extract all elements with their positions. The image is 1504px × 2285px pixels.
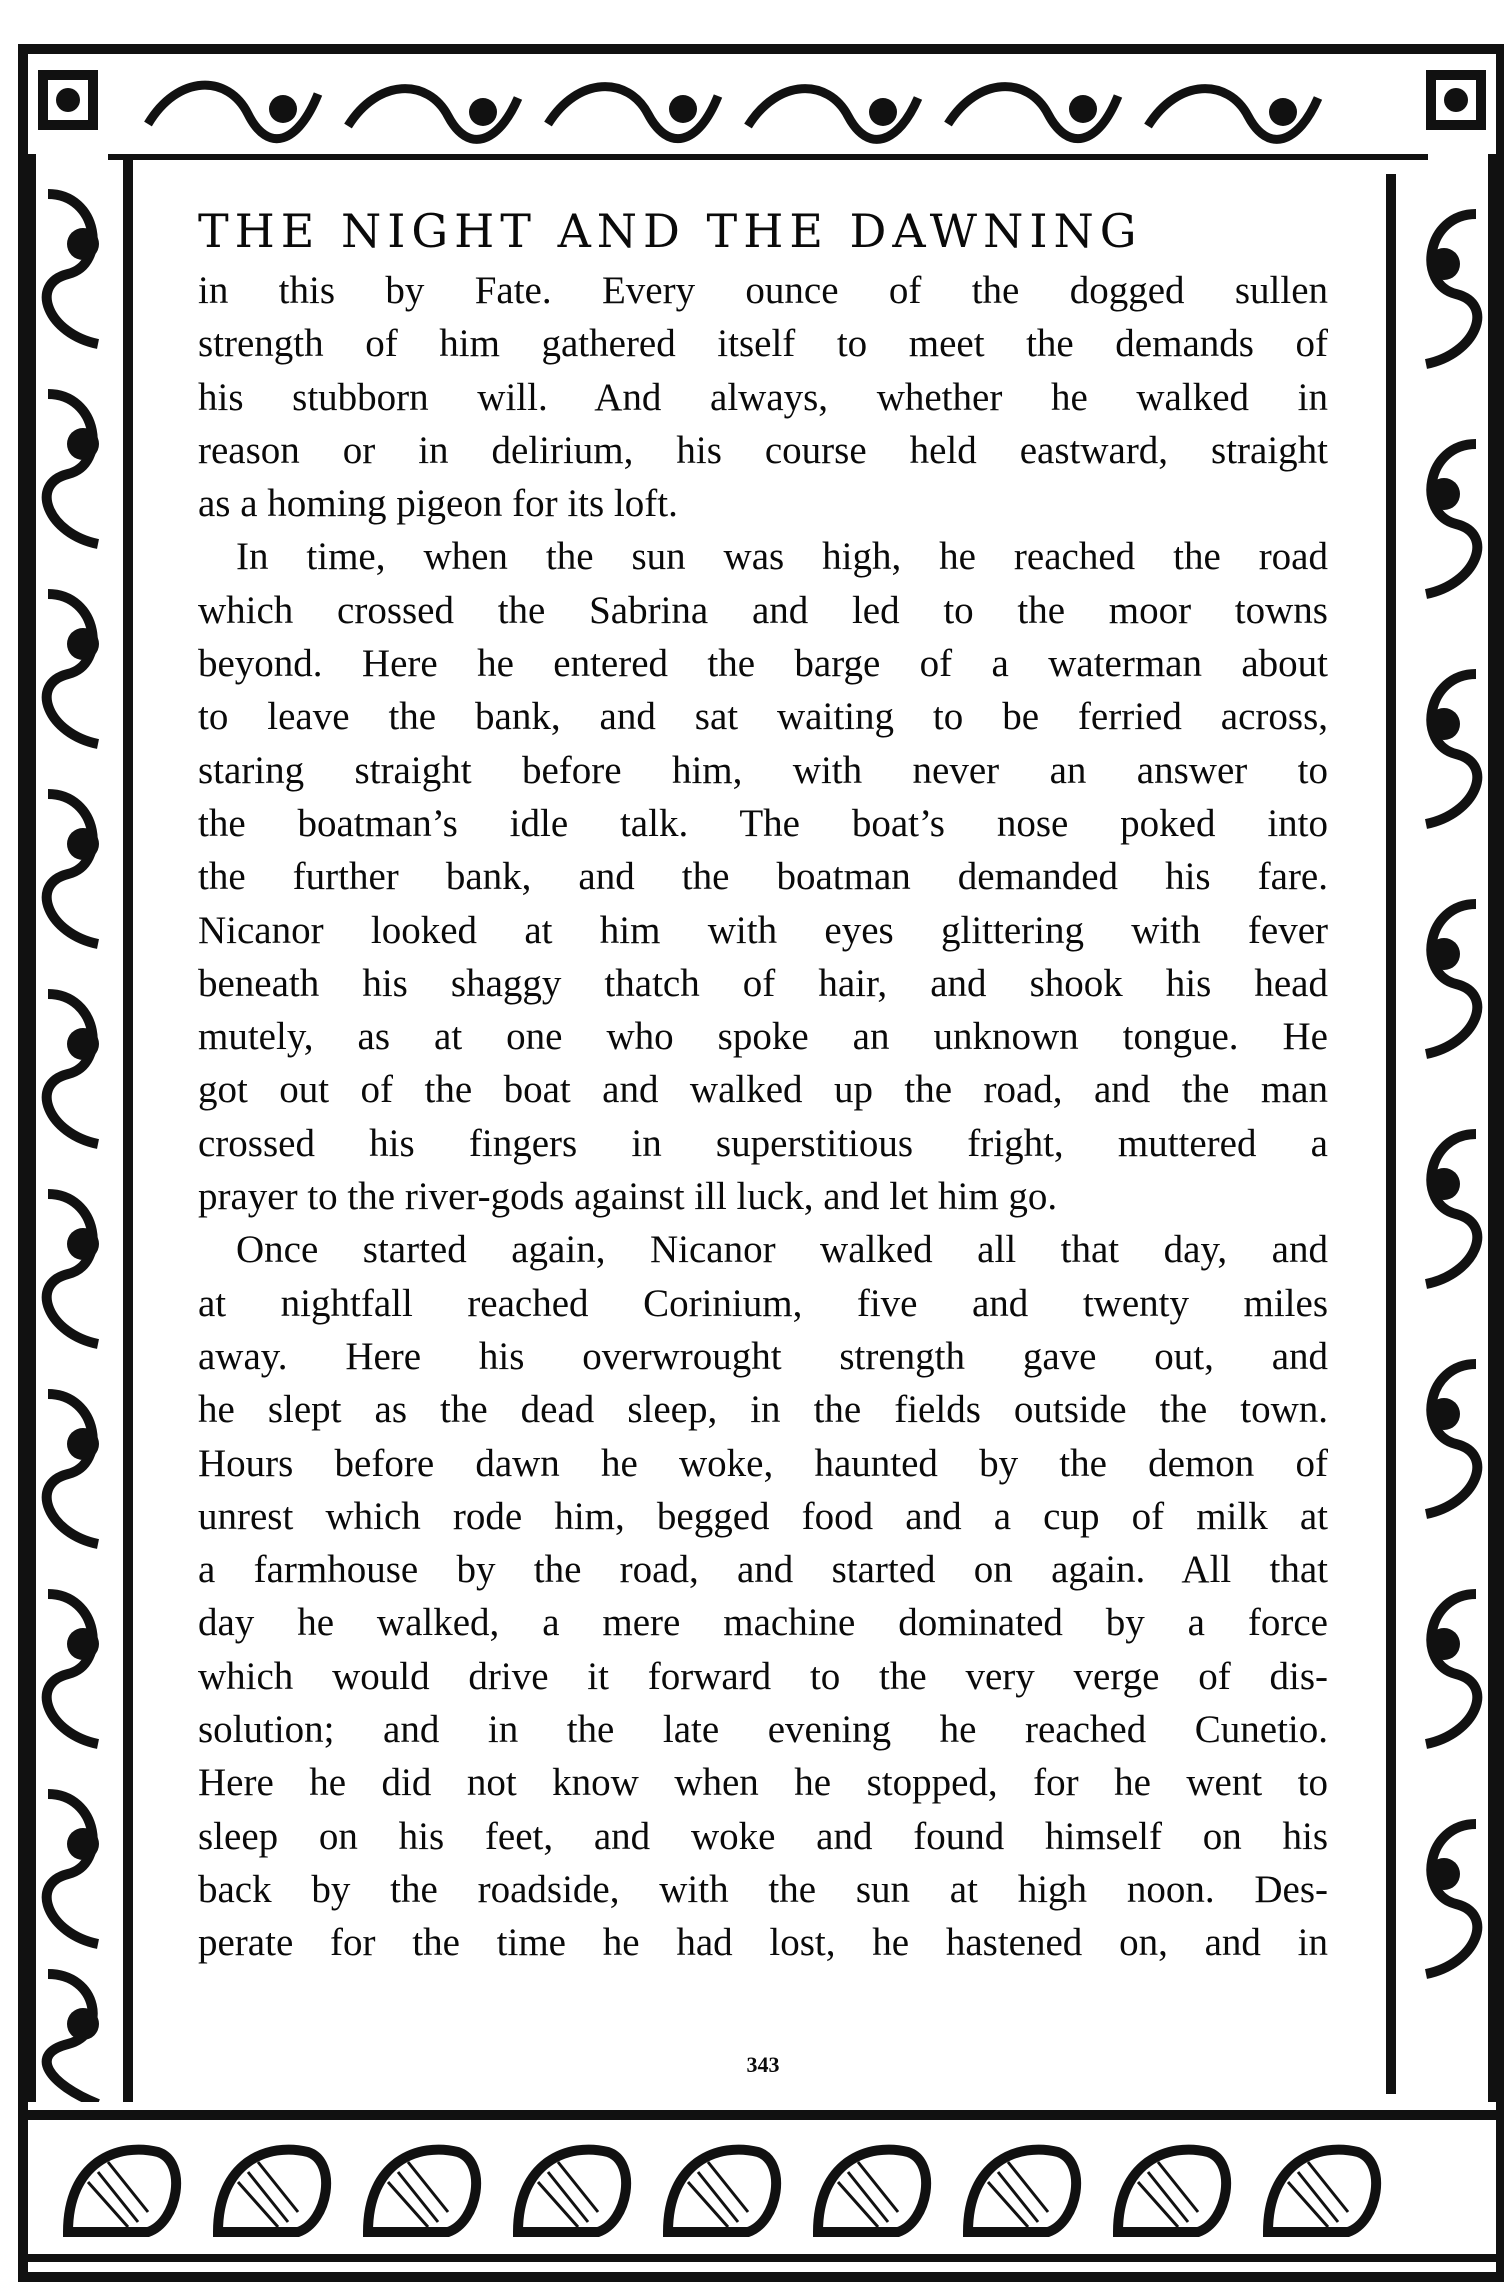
top-ornamental-border [28,54,1496,164]
text-line: his stubborn will. And always, whether he walked in [198,375,1328,419]
text-line: beyond. Here he entered the barge of a waterman about [198,642,1328,686]
paragraph-3 [198,1223,1328,1969]
text-line: In time, when the sun was high, he reached the road [236,535,1328,579]
text-line: crossed his fingers in superstitious fright, muttered a [198,1121,1328,1165]
text-line: in this by Fate. Every ounce of the dogged sullen [198,269,1328,312]
text-line: solution; and in the late evening he reached Cunetio. [198,1708,1328,1752]
right-ornamental-border [1376,154,1496,2114]
text-line: beneath his shaggy thatch of hair, and shook his head [198,961,1328,1005]
text-line: unrest which rode him, begged food and a cup of milk at [198,1494,1328,1538]
paragraph-1 [198,264,1328,530]
text-line: back by the roadside, with the sun at high noon. Des- [198,1867,1328,1911]
text-line: sleep on his feet, and woke and found himself on his [198,1814,1328,1858]
text-line: got out of the boat and walked up the road, and the man [198,1068,1328,1112]
text-line: strength of him gathered itself to meet the demands of [198,322,1328,366]
text-line: as a homing pigeon for its loft. [198,482,678,526]
text-line: Hours before dawn he woke, haunted by the demon of [198,1441,1328,1485]
text-line: Here he did not know when he stopped, for he went to [198,1761,1328,1805]
text-line: the further bank, and the boatman demanded his fare. [198,855,1328,899]
text-line: staring straight before him, with never an answer to [198,748,1328,792]
text-line: to leave the bank, and sat waiting to be ferried across, [198,695,1328,739]
text-line: at nightfall reached Corinium, five and twenty miles [198,1281,1328,1325]
text-line: perate for the time he had lost, he hastened on, and in [198,1921,1328,1965]
running-title: THE NIGHT AND THE DAWNING [198,204,1143,258]
text-line: Once started again, Nicanor walked all that day, and [236,1228,1328,1272]
bottom-ornamental-border [28,2102,1496,2272]
text-line: which crossed the Sabrina and led to the moor towns [198,588,1328,632]
text-line: a farmhouse by the road, and started on again. All that [198,1548,1328,1592]
text-line: mutely, as at one who spoke an unknown tongue. He [198,1015,1328,1059]
text-line: reason or in delirium, his course held eastward, straight [198,428,1328,472]
text-line: which would drive it forward to the very verge of dis- [198,1654,1328,1698]
text-line: day he walked, a mere machine dominated by a force [198,1601,1328,1645]
text-line: the boatman’s idle talk. The boat’s nose poked into [198,801,1328,845]
text-line: Nicanor looked at him with eyes glittering with fever [198,908,1328,952]
page-number: 343 [746,2052,780,2077]
paragraph-2 [198,530,1328,1223]
page-content [198,204,1328,2084]
text-line: prayer to the river-gods against ill luck, and let him go. [198,1175,1058,1219]
left-ornamental-border [28,154,148,2114]
text-line: away. Here his overwrought strength gave out, and [198,1334,1328,1378]
text-line: he slept as the dead sleep, in the fields outside the town. [198,1388,1328,1432]
page-frame [18,44,1504,2282]
